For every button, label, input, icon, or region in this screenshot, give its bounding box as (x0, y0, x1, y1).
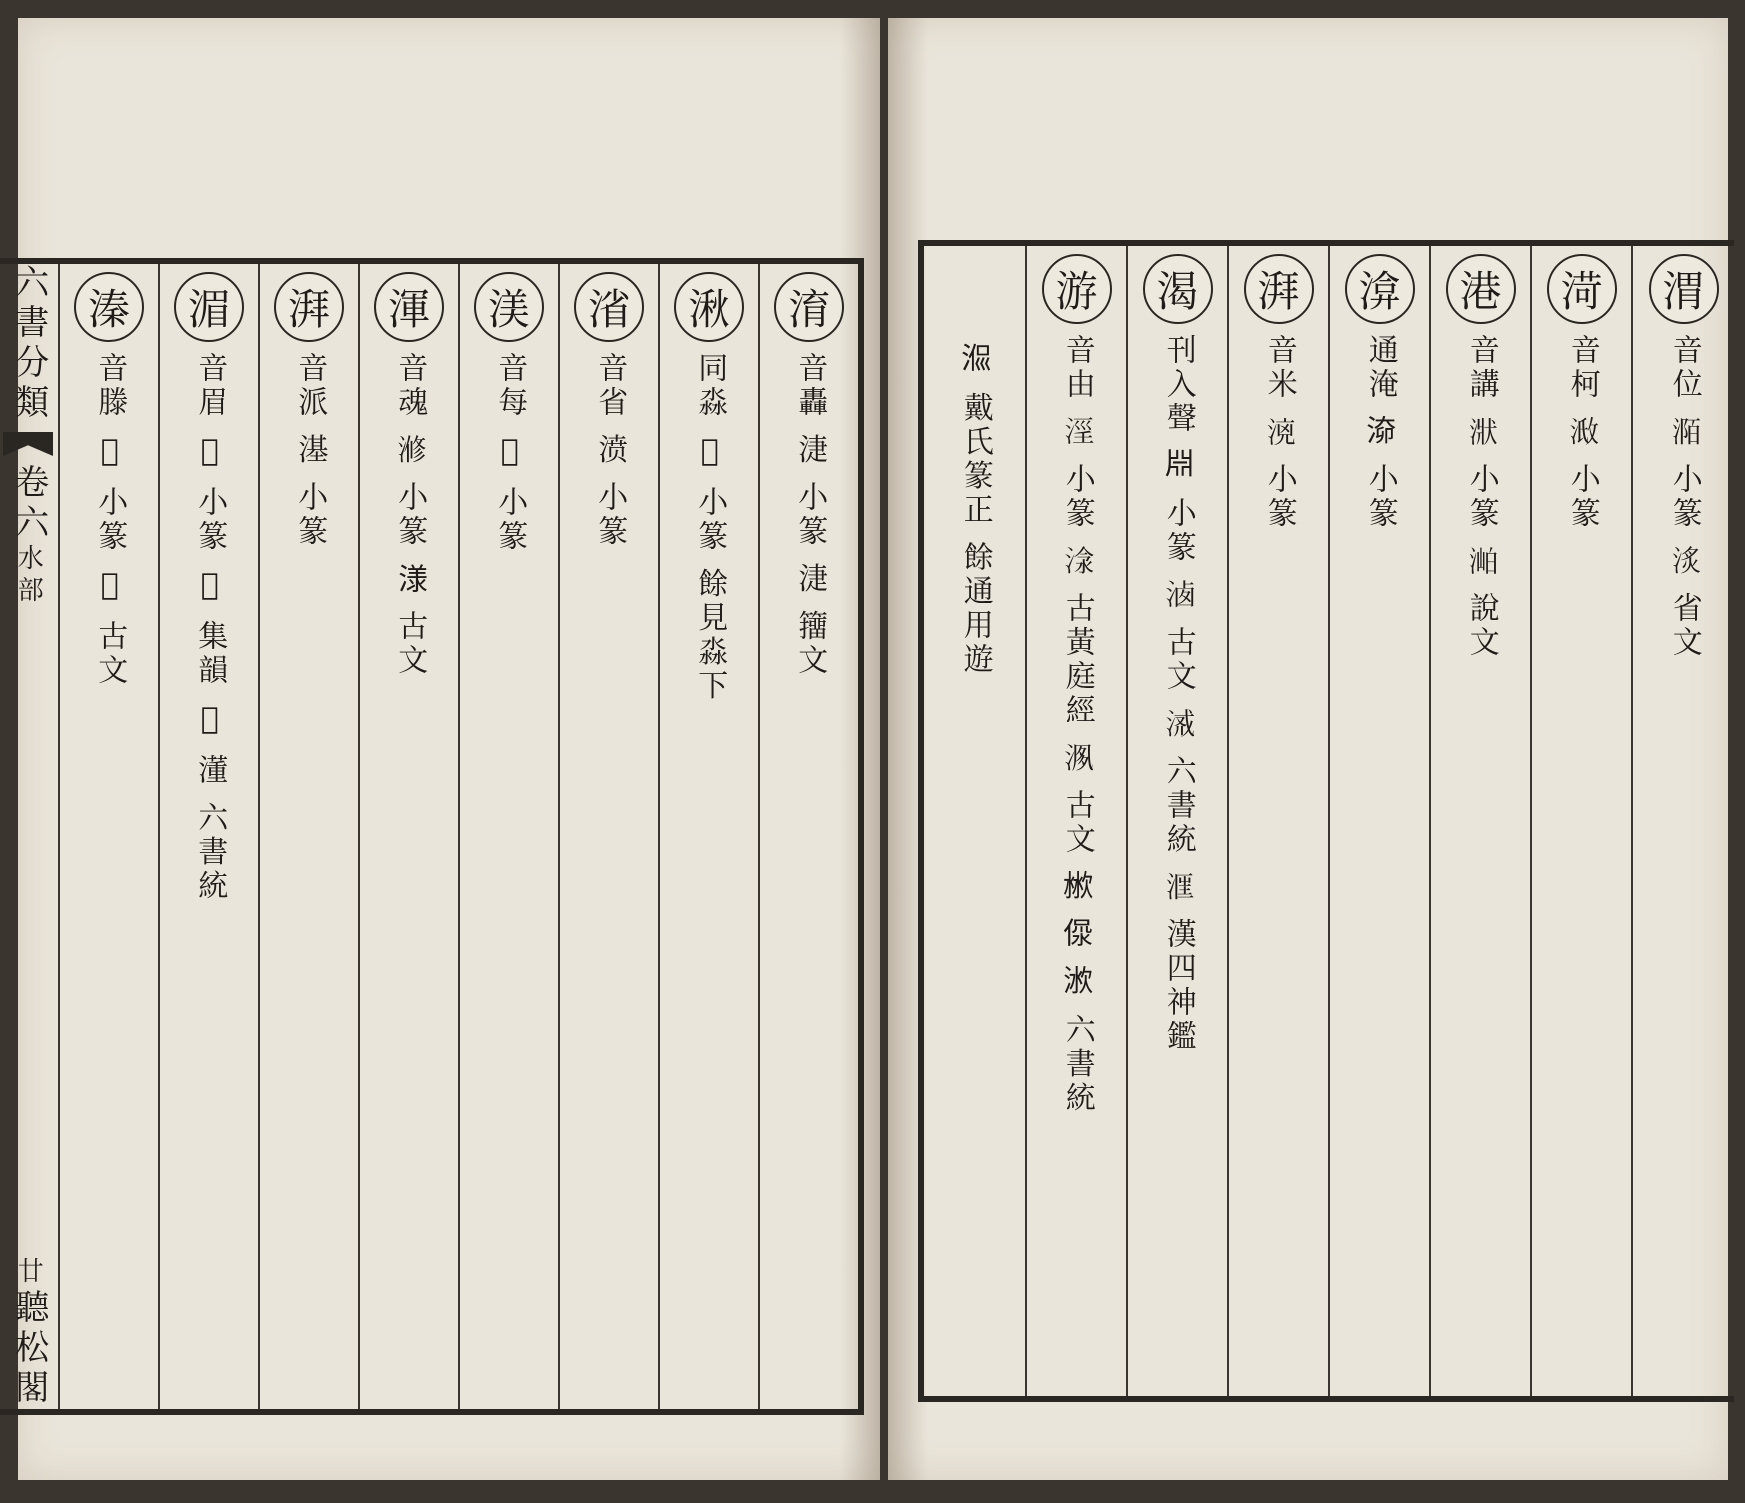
entry-text: 音派 𣻺 小篆 (292, 352, 328, 550)
head-character: 游 (1042, 254, 1112, 324)
right-book-page (888, 18, 1728, 1480)
entry-text: 音省 𣸣 小篆 (592, 352, 628, 550)
entry-column (1429, 246, 1530, 1396)
entry-text: 𣶜 戴氏篆正 餘通用遊 (957, 344, 993, 678)
page-number: 廿 (13, 1257, 44, 1289)
publisher-label: 聽松閣 (8, 1289, 49, 1409)
entry-column (1328, 246, 1429, 1396)
entry-column (558, 264, 658, 1409)
head-character: 湃 (1244, 254, 1314, 324)
entry-text: 音滕 𤀚 小篆 𤁁 古文 (92, 352, 128, 689)
head-character: 淯 (774, 272, 844, 342)
head-character: 渾 (374, 272, 444, 342)
left-page-margin-strip (0, 258, 60, 1415)
entry-column (758, 264, 858, 1409)
head-character: 湫 (674, 272, 744, 342)
entry-column (1530, 246, 1631, 1396)
entry-column (158, 264, 258, 1409)
head-character: 渮 (1547, 254, 1617, 324)
section-label: 水部 (13, 544, 44, 608)
entry-text: 通淹 𣶐 小篆 (1362, 334, 1398, 532)
book-title: 六書分類 (8, 264, 49, 424)
head-character: 渼 (474, 272, 544, 342)
entry-column (1227, 246, 1328, 1396)
head-character: 渻 (574, 272, 644, 342)
head-character: 渰 (1345, 254, 1415, 324)
entry-text: 同淼 𣷷 小篆 餘見淼下 (692, 352, 728, 704)
entry-text: 音柯 𣶌 小篆 (1564, 334, 1600, 532)
entry-text: 音講 𣶍 小篆 𣶎 說文 (1463, 334, 1499, 661)
entry-column (658, 264, 758, 1409)
entry-text: 音魂 𣺫 小篆 𣻌 古文 (392, 352, 428, 679)
entry-column (1126, 246, 1227, 1396)
entry-text: 音眉 𣾐 小篆 𣾑 集韻 𣿄 𣿅 六書統 (192, 352, 228, 904)
entry-column (58, 264, 158, 1409)
head-character: 渭 (1649, 254, 1719, 324)
entry-text: 音位 𣶊 小篆 𣶋 省文 (1666, 334, 1702, 661)
entry-column (1631, 246, 1734, 1396)
head-character: 港 (1446, 254, 1516, 324)
entry-column (358, 264, 458, 1409)
entry-text: 音每 𣹣 小篆 (492, 352, 528, 555)
left-text-frame (58, 258, 864, 1415)
head-character: 湄 (174, 272, 244, 342)
entry-column (458, 264, 558, 1409)
entry-text: 音轟 𣶏 小篆 𣶏 籒文 (792, 352, 828, 679)
entry-text: 音米 𣶑 小篆 (1261, 334, 1297, 532)
head-character: 溱 (74, 272, 144, 342)
entry-column (1025, 246, 1126, 1396)
head-character: 湃 (274, 272, 344, 342)
entry-column (258, 264, 358, 1409)
entry-column (924, 246, 1025, 1396)
volume-label: 卷六 (8, 464, 49, 544)
entry-text: 刊入聲 𣶒 小篆 𣶓 古文 𣶔 六書統 𣶕 漢四神鑑 (1160, 334, 1196, 1055)
entry-text: 音由 𣶖 小篆 𣶗 古黃庭經 𣶘 古文 𣶙 𣶚 𣶛 六書統 (1059, 334, 1095, 1116)
left-book-page (8, 18, 880, 1480)
right-text-frame (918, 240, 1734, 1402)
head-character: 渴 (1143, 254, 1213, 324)
fish-tail-mark (3, 432, 53, 456)
